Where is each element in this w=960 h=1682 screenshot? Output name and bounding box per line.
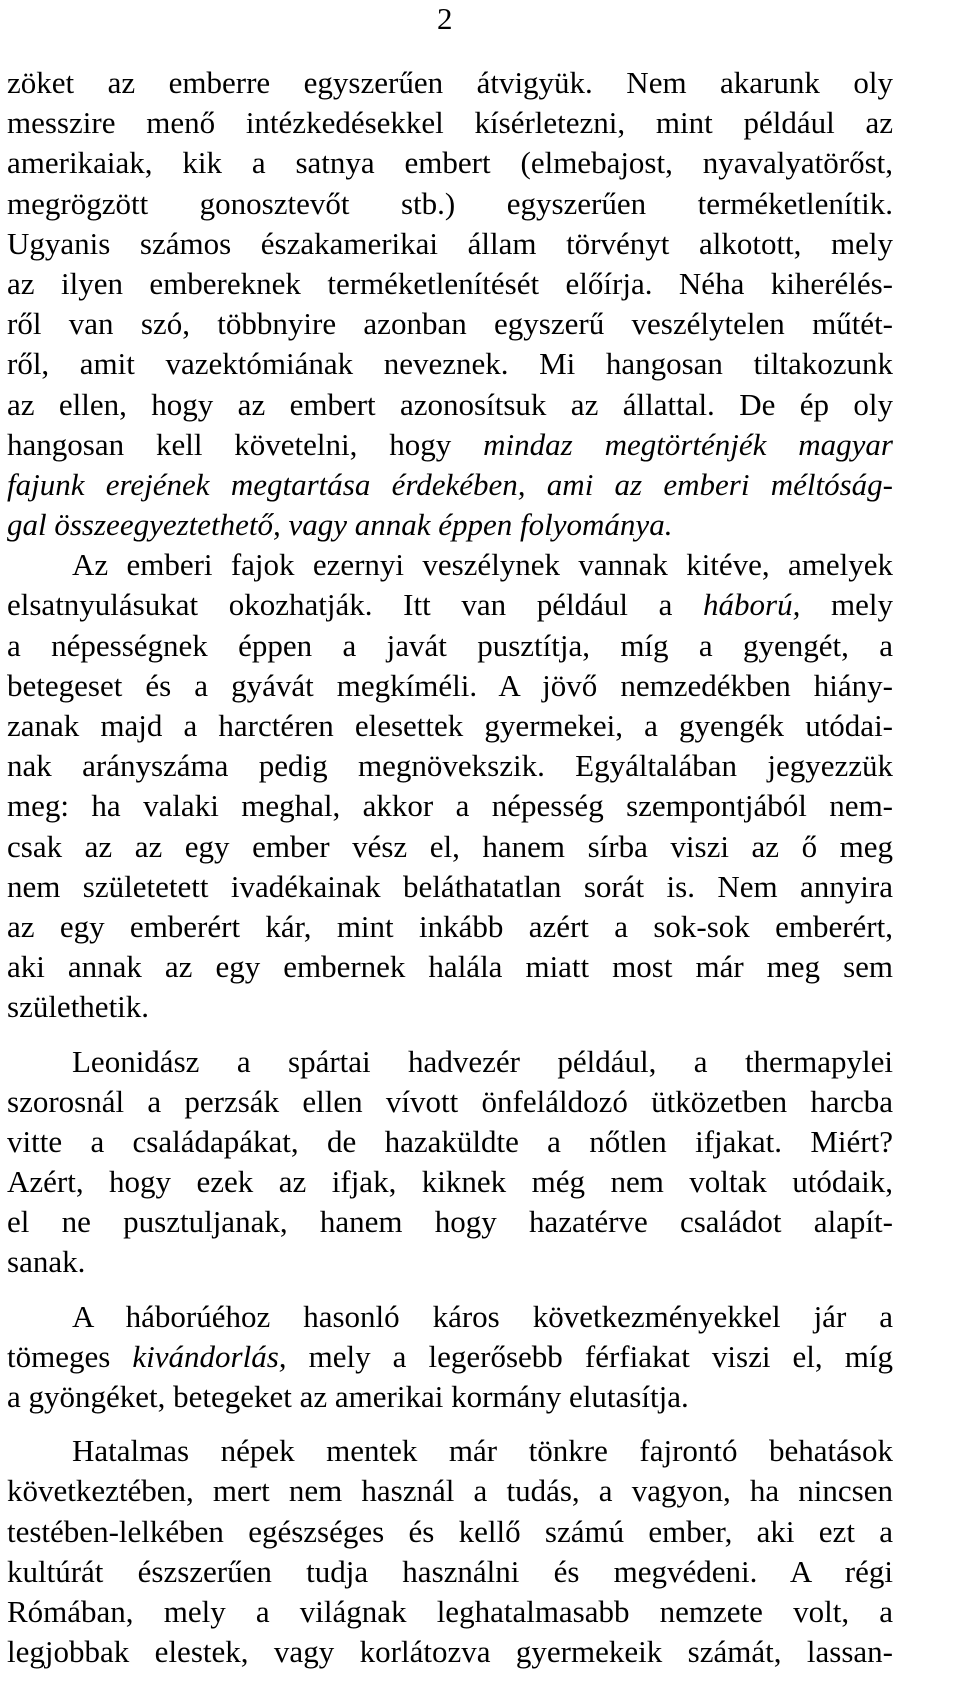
text-segment: hangosan kell követelni, hogy (7, 426, 484, 462)
text-line: Ugyanis számos északamerikai állam törvényt alkotott, mely (7, 225, 893, 261)
italic-text: fajunk erejének megtartása érdekében, ami az emberi méltóság- (7, 466, 893, 502)
text-line (7, 425, 893, 465)
text-line (7, 505, 893, 545)
text-line: Rómában, mely a világnak leghatalmasabb nemzete volt, a (7, 1593, 893, 1629)
text-line: következtében, mert nem használ a tudás, a vagyon, ha nincsen (7, 1473, 893, 1509)
text-line: megrögzött gonosztevőt stb.) egyszerűen terméketlenítik. (7, 185, 893, 221)
text-line (7, 1337, 893, 1377)
text-line: amerikaiak, kik a satnya embert (elmebajost, nyavalyatörőst, (7, 145, 893, 181)
text-line: legjobbak elestek, vagy korlátozva gyermekeik számát, lassan- (7, 1634, 893, 1670)
document-body (7, 63, 893, 1672)
text-line: az egy emberért kár, mint inkább azért a sok-sok emberért, (7, 908, 893, 944)
text-line: az ellen, hogy az embert azonosítsuk az állattal. De ép oly (7, 386, 893, 422)
text-line: betegeset és a gyávát megkíméli. A jövő nemzedékben hiány- (7, 667, 893, 703)
text-line: Azért, hogy ezek az ifjak, kiknek még nem voltak utódaik, (7, 1164, 893, 1200)
text-line: a népességnek éppen a javát pusztítja, míg a gyengét, a (7, 627, 893, 663)
text-line: vitte a családapákat, de hazaküldte a nőtlen ifjakat. Miért? (7, 1123, 893, 1159)
text-line (7, 465, 893, 505)
text-line: Hatalmas népek mentek már tönkre fajrontó behatások (72, 1433, 893, 1469)
text-segment: mely a legerősebb férfiakat viszi el, míg (286, 1338, 893, 1374)
text-line: nem születetett ivadékainak beláthatatlan sorát is. Nem annyira (7, 868, 893, 904)
text-segment: elsatnyulásukat okozhatják. Itt van például a (7, 587, 704, 623)
text-segment: mely (800, 587, 893, 623)
italic-text: kivándorlás, (132, 1338, 287, 1374)
text-line: szorosnál a perzsák ellen vívott önfeláldozó ütközetben harcba (7, 1083, 893, 1119)
italic-text: mindaz megtörténjék magyar (483, 426, 893, 462)
text-line (7, 585, 893, 625)
text-line: kultúrát észszerűen tudja használni és megvédeni. A régi (7, 1553, 893, 1589)
text-segment: tömeges (7, 1338, 133, 1374)
text-line: zanak majd a harctéren elesettek gyermekei, a gyengék utódai- (7, 708, 893, 743)
text-line: meg: ha valaki meghal, akkor a népesség szempontjából nem- (7, 788, 893, 824)
italic-text: gal összeegyeztethető, vagy annak éppen folyománya. (7, 507, 673, 543)
text-line: ről van szó, többnyire azonban egyszerű veszélytelen műtét- (7, 306, 893, 342)
text-line: aki annak az egy embernek halála miatt most már meg sem (7, 949, 893, 985)
text-line: Leonidász a spártai hadvezér például, a thermapylei (72, 1043, 893, 1079)
text-line: születhetik. (7, 989, 150, 1025)
text-line: nak arányszáma pedig megnövekszik. Egyáltalában jegyezzük (7, 748, 893, 784)
text-line: zöket az emberre egyszerűen átvigyük. Nem akarunk oly (7, 65, 893, 100)
text-line: A háborúéhoz hasonló káros következményekkel jár a (72, 1298, 893, 1334)
text-line: a gyöngéket, betegeket az amerikai kormány elutasítja. (7, 1379, 689, 1414)
text-line: el ne pusztuljanak, hanem hogy hazatérve családot alapít- (7, 1204, 893, 1240)
text-line: messzire menő intézkedésekkel kísérletezni, mint például az (7, 105, 893, 141)
text-line: csak az az egy ember vész el, hanem sírba viszi az ő meg (7, 828, 893, 864)
text-line: az ilyen embereknek terméketlenítését előírja. Néha kiherélés- (7, 265, 893, 301)
text-line: testében-lelkében egészséges és kellő számú ember, aki ezt a (7, 1513, 893, 1549)
text-line: Az emberi fajok ezernyi veszélynek vannak kitéve, amelyek (72, 547, 893, 583)
text-line: sanak. (7, 1244, 86, 1280)
text-line: ről, amit vazektómiának neveznek. Mi hangosan tiltakozunk (7, 346, 893, 382)
italic-text: háború, (703, 587, 801, 623)
page-number: 2 (437, 1, 453, 36)
